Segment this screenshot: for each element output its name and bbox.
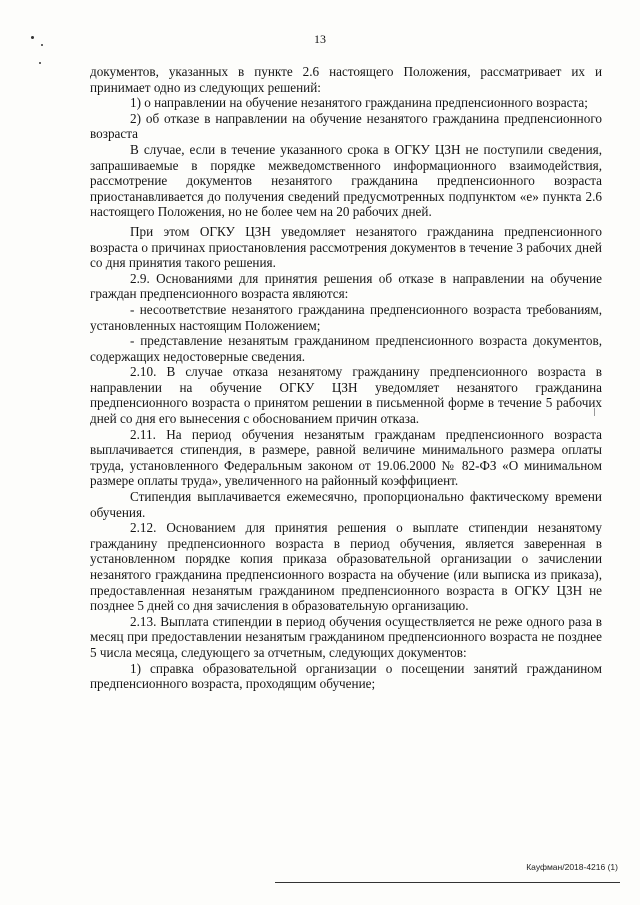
paragraph: 2.12. Основанием для принятия решения о выплате стипендии незанятому гражданину предпенсионного возраста в период обучения, является заверенная в установленном порядке копия приказа образовательной организации о зачислении незанятого гражданина предпенсионного возраста на обучение (или выписка из приказа), предоставленная незанятым гражданином предпенсионного возраста в ОГКУ ЦЗН не позднее 5 дней со дня зачисления в образовательную организацию. — [90, 520, 602, 614]
list-item: 2) об отказе в направлении на обучение незанятого гражданина предпенсионного возраста — [90, 110, 602, 142]
list-item: - несоответствие незанятого гражданина предпенсионного возраста требованиям, установленных настоящим Положением; — [90, 301, 602, 333]
paragraph: 2.9. Основаниями для принятия решения об отказе в направлении на обучение граждан предпенсионного возраста являются: — [90, 270, 602, 302]
scan-speck — [39, 62, 41, 64]
paragraph: 2.11. На период обучения незанятым гражданам предпенсионного возраста выплачивается стипендия, в размере, равной величине минимального размера оплаты труда, установленного Федеральным законом от 19.06.2000 № 82-ФЗ «О минимальном размере оплаты труда», увеличенного на районный коэффициент. — [90, 426, 602, 489]
paragraph: При этом ОГКУ ЦЗН уведомляет незанятого гражданина предпенсионного возраста о причинах приостановления рассмотрения документов в течение 3 рабочих дней со дня принятия такого решения. — [90, 223, 602, 271]
footer-divider — [275, 882, 620, 883]
page-number: 13 — [314, 32, 326, 46]
list-item: 1) о направлении на обучение незанятого гражданина предпенсионного возраста; — [130, 95, 588, 111]
list-item: 1) справка образовательной организации о посещении занятий гражданином предпенсионного возраста, проходящим обучение; — [90, 660, 602, 692]
paragraph: Стипендия выплачивается ежемесячно, пропорционально фактическому времени обучения. — [90, 489, 602, 520]
paragraph: 2.10. В случае отказа незанятому гражданину предпенсионного возраста в направлении на обучение ОГКУ ЦЗН уведомляет незанятого гражданина предпенсионного возраста о принятом решении в письменной форме в течение 5 рабочих дней со дня его вынесения с обоснованием причин отказа. — [90, 364, 602, 427]
paragraph: 2.13. Выплата стипендии в период обучения осуществляется не реже одного раза в месяц при предоставлении незанятым гражданином предпенсионного возраста не позднее 5 числа месяца, следующего за отчетным, следующих документов: — [90, 613, 602, 660]
paragraph: документов, указанных в пункте 2.6 настоящего Положения, рассматривает их и принимает одно из следующих решений: — [90, 64, 602, 95]
document-code: Кауфман/2018-4216 (1) — [526, 862, 618, 872]
document-body — [90, 64, 602, 692]
list-item: - представление незанятым гражданином предпенсионного возраста документов, содержащих недостоверные сведения. — [90, 333, 602, 364]
paragraph: В случае, если в течение указанного срока в ОГКУ ЦЗН не поступили сведения, запрашиваемые в порядке межведомственного информационного взаимодействия, рассмотрение документов незанятого гражданина предпенсионного возраста приостанавливается до получения сведений предусмотренных подпунктом «е» пункта 2.6 настоящего Положения, но не более чем на 20 рабочих дней. — [90, 141, 602, 220]
